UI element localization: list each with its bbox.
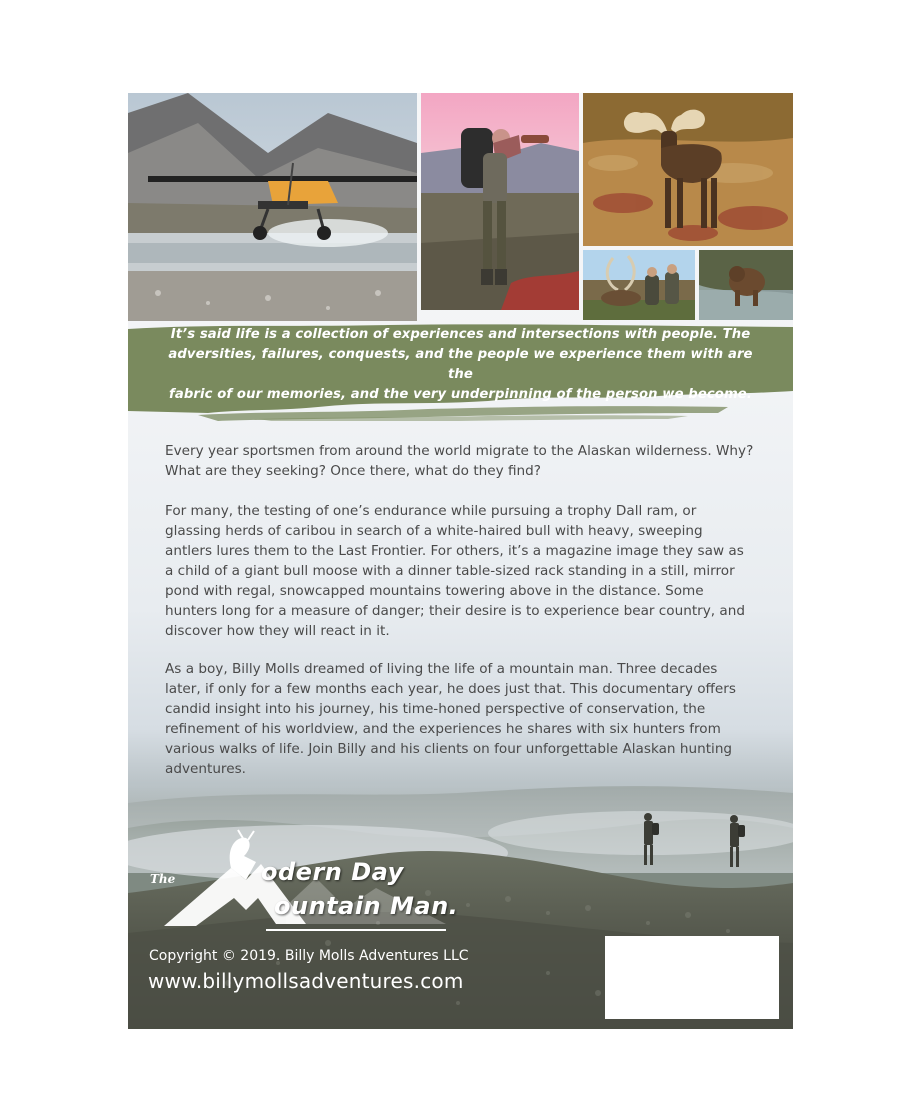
- paragraph-line: adventures.: [165, 761, 246, 777]
- paragraph-line: For many, the testing of one’s endurance while pursuing a trophy Dall ram, or: [165, 503, 697, 519]
- intro-quote: [158, 325, 763, 405]
- paragraph-3: [165, 659, 775, 779]
- paragraph-line: What are they seeking? Once there, what do they find?: [165, 463, 542, 479]
- paragraph-line: a child of a giant bull moose with a dinner table-sized rack standing in a still, mirror: [165, 563, 735, 579]
- website-url[interactable]: www.billymollsadventures.com: [148, 969, 464, 993]
- quote-line: fabric of our memories, and the very underpinning of the person we become.: [169, 387, 752, 402]
- quote-line: adversities, failures, conquests, and the people we experience them with are the: [168, 347, 753, 382]
- logo-mountain-man: ountain Man.: [274, 892, 459, 920]
- paragraph-line: candid insight into his journey, his time-honed perspective of conservation, the: [165, 701, 706, 717]
- logo-modern-day: odern Day: [261, 858, 404, 886]
- paragraph-line: glassing herds of caribou in search of a white-haired bull with heavy, sweeping: [165, 523, 703, 539]
- paragraph-1: [165, 441, 775, 481]
- paragraph-2: [165, 501, 775, 641]
- logo-the: The: [150, 872, 176, 886]
- quote-line: It’s said life is a collection of experiences and intersections with people. The: [170, 327, 751, 342]
- photo-hunter-sunset: [421, 93, 579, 310]
- photo-caribou-hunters: [583, 250, 695, 320]
- paragraph-line: pond with regal, snowcapped mountains towering above in the distance. Some: [165, 583, 704, 599]
- paragraph-line: various walks of life. Join Billy and his clients on four unforgettable Alaskan hunting: [165, 741, 733, 757]
- photo-bull-moose: [583, 93, 793, 246]
- paragraph-line: discover how they will react in it.: [165, 623, 390, 639]
- paragraph-line: Every year sportsmen from around the world migrate to the Alaskan wilderness. Why?: [165, 443, 754, 459]
- photo-brown-bear: [699, 250, 793, 320]
- photo-bush-plane: [128, 93, 417, 321]
- copyright-notice: Copyright © 2019. Billy Molls Adventures LLC: [149, 948, 469, 964]
- barcode-placeholder: [605, 936, 779, 1019]
- paragraph-line: later, if only for a few months each year, he does just that. This documentary offers: [165, 681, 736, 697]
- dvd-back-cover: [128, 93, 793, 1029]
- paragraph-line: As a boy, Billy Molls dreamed of living the life of a mountain man. Three decades: [165, 661, 718, 677]
- paragraph-line: hunters long for a measure of danger; their desire is to experience bear country, and: [165, 603, 746, 619]
- modern-day-mountain-man-logo: [146, 828, 466, 938]
- paragraph-line: antlers lures them to the Last Frontier. For others, it’s a magazine image they saw as: [165, 543, 744, 559]
- paragraph-line: refinement of his worldview, and the experiences he shares with six hunters from: [165, 721, 721, 737]
